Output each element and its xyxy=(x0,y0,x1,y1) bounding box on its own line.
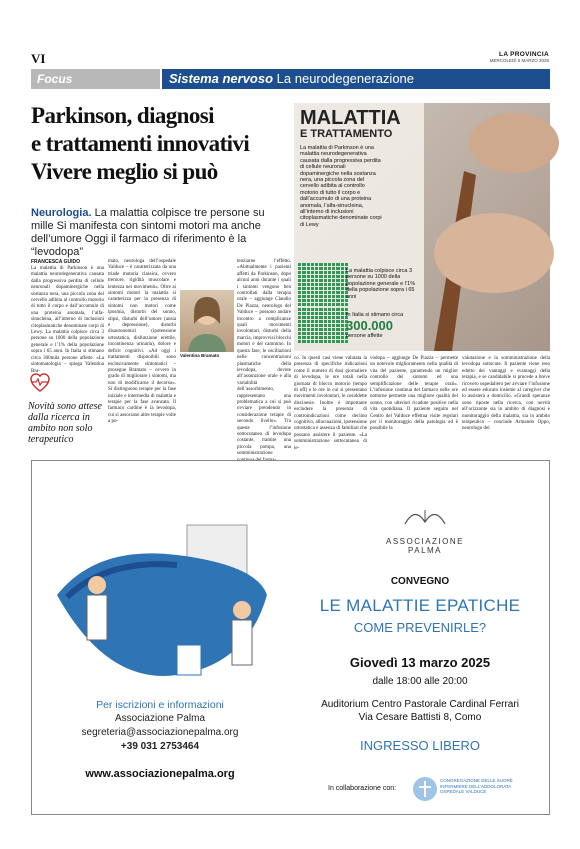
stat-big-number: 300.000 xyxy=(346,318,393,334)
population-cell xyxy=(328,308,331,311)
population-cell xyxy=(315,312,318,315)
palm-hands-icon xyxy=(395,502,455,532)
section-subtitle: La neurodegenerazione xyxy=(276,71,415,86)
population-cell xyxy=(298,271,301,274)
population-cell xyxy=(324,271,327,274)
population-cell xyxy=(336,332,339,335)
kicker: Neurologia. xyxy=(31,207,92,219)
population-cell xyxy=(307,312,310,315)
population-cell xyxy=(332,291,335,294)
population-cell xyxy=(332,299,335,302)
population-cell xyxy=(307,295,310,298)
population-cell xyxy=(324,336,327,339)
population-cell xyxy=(315,283,318,286)
website-link[interactable]: www.associazionepalma.org xyxy=(85,768,235,780)
org-name-2: PALMA xyxy=(407,546,443,555)
population-cell xyxy=(328,316,331,319)
org-name-1: ASSOCIAZIONE xyxy=(385,537,464,546)
population-cell xyxy=(328,328,331,331)
population-cell xyxy=(319,291,322,294)
population-cell xyxy=(341,275,344,278)
population-cell xyxy=(324,299,327,302)
population-cell xyxy=(315,336,318,339)
population-cell xyxy=(311,320,314,323)
population-cell xyxy=(302,295,305,298)
population-cell xyxy=(319,320,322,323)
population-cell xyxy=(319,271,322,274)
population-cell xyxy=(319,263,322,266)
contact-phone: +39 031 2753464 xyxy=(120,741,200,752)
contact-info xyxy=(40,698,280,754)
byline: FRANCESCA GUIDO xyxy=(31,259,80,265)
section-bar xyxy=(31,69,550,89)
population-cell xyxy=(332,295,335,298)
population-cell xyxy=(328,324,331,327)
event-hours: dalle 18:00 alle 20:00 xyxy=(372,676,468,687)
population-cell xyxy=(341,295,344,298)
population-cell xyxy=(319,336,322,339)
article-column-5: vodopa – aggiunge De Piazza – permette un notevole miglioramento nella qualità di vita del paziente, garantendo un miglior controllo dei sintomi ed una semplificazione delle terapie orali». L’infusione continua del farmaco nelle ore notturne permette una migliore qualità del sonno, con ulteriori ricadute positive nella vita quotidiana. Il paziente seguito nel Centro del Valduce effettua visite regolari per il monitoraggio della patologia ed è possibile la xyxy=(370,356,458,432)
population-cell xyxy=(298,295,301,298)
population-cell xyxy=(311,263,314,266)
headline-line-3: Vivere meglio si può xyxy=(31,159,218,184)
population-cell xyxy=(311,340,314,343)
population-cell xyxy=(298,267,301,270)
population-cell xyxy=(298,320,301,323)
population-cell xyxy=(319,283,322,286)
event-date: Giovedì 13 marzo 2025 xyxy=(349,655,491,670)
population-cell xyxy=(302,287,305,290)
population-cell xyxy=(341,340,344,343)
population-cell xyxy=(324,267,327,270)
population-cell xyxy=(315,295,318,298)
population-cell xyxy=(307,308,310,311)
population-cell xyxy=(319,267,322,270)
population-cell xyxy=(302,312,305,315)
population-cell xyxy=(319,308,322,311)
population-cell xyxy=(311,336,314,339)
heartbeat-icon xyxy=(28,370,52,394)
population-cell xyxy=(341,320,344,323)
population-cell xyxy=(336,279,339,282)
population-cell xyxy=(328,275,331,278)
valduce-logo-icon xyxy=(412,776,438,802)
population-cell xyxy=(332,263,335,266)
population-cell xyxy=(298,299,301,302)
population-cell xyxy=(302,263,305,266)
population-cell xyxy=(328,263,331,266)
population-cell xyxy=(302,316,305,319)
population-cell xyxy=(311,267,314,270)
infographic-description: La malattia di Parkinson è una malattia neurodegenerativa causata dalla progressiva perdita di cellule neuronali dopaminergiche nella sostanza nera, una piccola zona del cervello adibita al controllo motorio di tutto il corpo e dall’accumulo di una proteina anomala, l’alfa-sinucleina, all’interno di inclusioni citoplasmatiche denominate corpi di Lewy xyxy=(300,145,382,228)
population-cell xyxy=(302,336,305,339)
population-cell xyxy=(315,308,318,311)
population-cell xyxy=(341,303,344,306)
population-cell xyxy=(319,324,322,327)
hands-illustration xyxy=(414,103,550,351)
population-cell xyxy=(332,336,335,339)
population-cell xyxy=(298,303,301,306)
population-cell xyxy=(319,316,322,319)
population-cell xyxy=(336,336,339,339)
population-cell xyxy=(324,275,327,278)
population-cell xyxy=(307,275,310,278)
population-cell xyxy=(307,271,310,274)
population-cell xyxy=(307,283,310,286)
population-cell xyxy=(302,291,305,294)
population-cell xyxy=(336,275,339,278)
population-cell xyxy=(298,336,301,339)
population-cell xyxy=(302,299,305,302)
population-cell xyxy=(328,287,331,290)
population-cell xyxy=(298,291,301,294)
population-cell xyxy=(311,312,314,315)
stat-italy: In Italia si stimano circa 300.000 persone affette xyxy=(346,312,416,340)
pull-quote xyxy=(28,370,108,445)
population-cell xyxy=(302,308,305,311)
population-cell xyxy=(315,279,318,282)
population-cell xyxy=(332,303,335,306)
population-cell xyxy=(336,271,339,274)
population-cell xyxy=(307,299,310,302)
population-cell xyxy=(336,291,339,294)
article-column-3 xyxy=(180,358,291,454)
population-cell xyxy=(341,328,344,331)
population-cell xyxy=(324,316,327,319)
population-cell xyxy=(328,291,331,294)
population-cell xyxy=(341,267,344,270)
liver-illustration xyxy=(37,515,282,690)
population-cell xyxy=(302,320,305,323)
population-cell xyxy=(319,332,322,335)
population-cell xyxy=(328,279,331,282)
page-number: VI xyxy=(31,51,46,66)
population-cell xyxy=(324,283,327,286)
population-cell xyxy=(302,328,305,331)
headline-line-1: Parkinson, diagnosi xyxy=(31,103,214,128)
population-cell xyxy=(332,316,335,319)
population-cell xyxy=(315,332,318,335)
article-column-3a: tenziarne l’effetto. «Abitualmente i pazienti affetti da Parkinson, dopo alcuni anni durante i quali i sintomi vengono ben controllati dalla terapia orale – aggiunge Claudio De Piazza, neurologo del Valduce – possono andare incontro a complicanze quali movimenti involontari, disturbi della marcia, improvvisi blocchi motori e del cammino. In questa fase, le oscillazioni nelle concentrazioni plasmatiche della levodopa, dovute all’assunzione orale e alla variabilità dell’assorbimento, rappresentano una problematica a cui si può ovviare prendendo in considerazione terapie di secondo livello». Tra queste l’infusione sottocutanea di levodopa costante, tramite una piccola pompa, una somministrazione xyxy=(237,259,291,457)
population-cell xyxy=(341,291,344,294)
population-cell xyxy=(302,267,305,270)
population-cell xyxy=(332,308,335,311)
population-cell xyxy=(345,263,348,266)
population-cell xyxy=(336,283,339,286)
population-cell xyxy=(332,271,335,274)
population-cell xyxy=(298,324,301,327)
population-cell xyxy=(298,283,301,286)
population-cell xyxy=(332,332,335,335)
population-cell xyxy=(302,324,305,327)
population-cell xyxy=(311,283,314,286)
population-cell xyxy=(324,340,327,343)
population-cell xyxy=(302,332,305,335)
population-cell xyxy=(336,320,339,323)
association-logo xyxy=(385,502,465,555)
population-cell xyxy=(307,336,310,339)
population-cell xyxy=(302,271,305,274)
population-cell xyxy=(324,332,327,335)
population-cell xyxy=(319,295,322,298)
population-cell xyxy=(307,332,310,335)
population-cell xyxy=(332,267,335,270)
population-cell xyxy=(298,312,301,315)
population-grid xyxy=(298,263,348,343)
population-cell xyxy=(319,275,322,278)
population-cell xyxy=(341,287,344,290)
photo-caption: Valentina Bramato xyxy=(180,353,220,358)
population-cell xyxy=(311,308,314,311)
population-cell xyxy=(315,299,318,302)
event-type: CONVEGNO xyxy=(390,576,450,587)
stat-prevalence: La malattia colpisce circa 3 persone su 1000 della popolazione generale e l’1% della popolazione sopra i 65 anni xyxy=(346,268,416,300)
population-cell xyxy=(324,320,327,323)
population-cell xyxy=(341,308,344,311)
population-cell xyxy=(324,295,327,298)
population-cell xyxy=(315,328,318,331)
infographic-title: MALATTIA xyxy=(300,107,401,129)
population-cell xyxy=(319,279,322,282)
population-cell xyxy=(328,267,331,270)
partner-name: CONGREGAZIONE DELLE SUORE INFERMIERE DELL’ADDOLORATA OSPEDALE VALDUCE xyxy=(440,778,513,794)
population-cell xyxy=(315,320,318,323)
population-cell xyxy=(298,287,301,290)
population-cell xyxy=(328,332,331,335)
population-cell xyxy=(336,312,339,315)
population-cell xyxy=(332,320,335,323)
population-cell xyxy=(328,303,331,306)
population-cell xyxy=(341,279,344,282)
population-cell xyxy=(341,332,344,335)
population-cell xyxy=(307,320,310,323)
population-cell xyxy=(307,291,310,294)
population-cell xyxy=(302,303,305,306)
population-cell xyxy=(332,275,335,278)
population-cell xyxy=(328,283,331,286)
population-cell xyxy=(332,340,335,343)
population-cell xyxy=(311,332,314,335)
section-name: Sistema nervoso xyxy=(169,71,274,86)
population-cell xyxy=(328,271,331,274)
population-cell xyxy=(315,287,318,290)
population-cell xyxy=(298,275,301,278)
population-cell xyxy=(324,279,327,282)
article-column-6: valutazione e la somministrazione della levodopa sottocute. Il paziente viene reso edotto dei vantaggi e svantaggi della terapia, e se candidabile si procede a breve ricovero ospedaliero per avviare l’infusione ed essere educato insieme al caregiver che lo assisterà a domicilio. «Grandi speranze sono riposte nella ricerca, con novità all’orizzonte sia in ambito di diagnosi e monitoraggio della malattia, sia in ambito terapeutico – conclude Armando Oppo, neurologo del xyxy=(462,356,550,432)
population-cell xyxy=(319,303,322,306)
population-cell xyxy=(302,279,305,282)
population-cell xyxy=(324,328,327,331)
population-cell xyxy=(311,316,314,319)
population-cell xyxy=(307,340,310,343)
population-cell xyxy=(328,299,331,302)
paper-name: LA PROVINCIA xyxy=(499,51,549,58)
population-cell xyxy=(307,316,310,319)
population-cell xyxy=(307,267,310,270)
population-cell xyxy=(332,287,335,290)
population-cell xyxy=(345,308,348,311)
population-cell xyxy=(319,328,322,331)
contact-heading: Per iscrizioni e informazioni xyxy=(96,699,224,711)
population-cell xyxy=(311,291,314,294)
article-column-4: co. In questi casi viene valutata la presenza di specifiche indicazioni come il numero di dosi giornaliere di levodopa, le ore totali nella giornata di blocco motorio (tempo di off) e le ore in cui si presentano movimenti involontari, le cosiddette discinesie. Inoltre è importante escludere la presenza di controindicazioni come declino cognitivo, allucinazioni, ipotensione ortostatica e assenza di familiari che possano assistere il paziente. «La somministrazione sottocutanea di le- xyxy=(294,356,367,451)
population-cell xyxy=(336,295,339,298)
population-cell xyxy=(298,263,301,266)
population-cell xyxy=(324,303,327,306)
population-cell xyxy=(341,299,344,302)
population-cell xyxy=(341,324,344,327)
population-cell xyxy=(307,328,310,331)
author-photo xyxy=(180,290,234,352)
population-cell xyxy=(319,312,322,315)
population-cell xyxy=(332,328,335,331)
event-question: COME PREVENIRLE? xyxy=(353,620,487,635)
population-cell xyxy=(311,324,314,327)
article-column-2: mato, neurologa dell’ospedale Valduce – è caratterizzata da una triade motoria classica, ovvero tremore, rigidità muscolare e lentezza nei movimenti». Oltre ai sintomi motori la malattia si caratterizza per la presenza di sintomi non motori come iposmia, disturbi del sonno, stipsi, disturbi dell’umore (ansia e depressione), disturbi disautonomici (ipotensione ortostatica, disfunzione erettile, incontinenza urinaria), dolore e deficit cognitivi. «Ad oggi i trattamenti disponibili sono esclusivamente sintomatici – prosegue Bramato – ovvero in grado di migliorare i sintomi, ma non di modificarne il decorso». Si distinguono terapie per la fase iniziale e intermedia di malattia e terapie per la fase avanzata. Il farmaco cardine è la levodopa, cui si associano altre terapie volte a po- xyxy=(108,259,176,425)
collaboration-label: In collaborazione con: xyxy=(328,785,397,792)
population-cell xyxy=(307,263,310,266)
population-cell xyxy=(298,316,301,319)
population-cell xyxy=(336,303,339,306)
population-cell xyxy=(319,299,322,302)
population-cell xyxy=(311,328,314,331)
population-cell xyxy=(307,324,310,327)
infographic xyxy=(294,103,550,351)
population-cell xyxy=(315,271,318,274)
subhead xyxy=(31,207,289,259)
population-cell xyxy=(315,303,318,306)
population-cell xyxy=(336,267,339,270)
population-cell xyxy=(324,312,327,315)
population-cell xyxy=(315,275,318,278)
population-cell xyxy=(336,316,339,319)
event-location: Auditorium Centro Pastorale Cardinal Ferrari Via Cesare Battisti 8, Como xyxy=(321,699,519,723)
population-cell xyxy=(324,324,327,327)
issue-date: MERCOLEDÌ 5 MARZO 2025 xyxy=(489,58,549,63)
population-cell xyxy=(332,279,335,282)
subhead-text: La malattia colpisce tre persone su mille Si manifesta con sintomi motori ma anche dell’umore Oggi il farmaco di riferimento è la “levodopa” xyxy=(31,207,265,258)
masthead xyxy=(490,51,549,63)
population-cell xyxy=(341,312,344,315)
event-title: LE MALATTIE EPATICHE xyxy=(319,596,521,615)
contact-org: Associazione Palma xyxy=(114,713,206,724)
population-cell xyxy=(302,340,305,343)
population-cell xyxy=(315,267,318,270)
population-cell xyxy=(298,279,301,282)
population-cell xyxy=(298,340,301,343)
population-cell xyxy=(298,328,301,331)
population-cell xyxy=(311,287,314,290)
population-cell xyxy=(345,340,348,343)
population-cell xyxy=(336,340,339,343)
population-cell xyxy=(328,312,331,315)
population-cell xyxy=(307,279,310,282)
focus-label: Focus xyxy=(31,69,160,89)
population-cell xyxy=(324,308,327,311)
population-cell xyxy=(336,287,339,290)
population-cell xyxy=(328,320,331,323)
population-cell xyxy=(345,303,348,306)
population-cell xyxy=(298,332,301,335)
population-cell xyxy=(332,312,335,315)
population-cell xyxy=(341,316,344,319)
quote-text: Novità sono attese dalla ricerca in ambito non solo terapeutico xyxy=(28,401,102,445)
population-cell xyxy=(336,299,339,302)
population-cell xyxy=(298,308,301,311)
population-cell xyxy=(332,324,335,327)
population-cell xyxy=(315,340,318,343)
population-cell xyxy=(328,295,331,298)
population-cell xyxy=(336,328,339,331)
population-cell xyxy=(311,279,314,282)
population-cell xyxy=(341,263,344,266)
population-cell xyxy=(307,303,310,306)
population-cell xyxy=(311,275,314,278)
population-cell xyxy=(324,291,327,294)
free-entry: INGRESSO LIBERO xyxy=(360,738,480,753)
headline-line-2: e trattamenti innovativi xyxy=(31,131,250,156)
population-cell xyxy=(336,324,339,327)
population-cell xyxy=(332,283,335,286)
population-cell xyxy=(315,316,318,319)
population-cell xyxy=(315,291,318,294)
population-cell xyxy=(324,263,327,266)
population-cell xyxy=(341,283,344,286)
population-cell xyxy=(311,271,314,274)
population-cell xyxy=(341,336,344,339)
population-cell xyxy=(315,263,318,266)
population-cell xyxy=(328,336,331,339)
headline xyxy=(31,102,289,186)
population-cell xyxy=(319,287,322,290)
section-title xyxy=(162,69,550,89)
population-cell xyxy=(311,295,314,298)
population-cell xyxy=(311,303,314,306)
population-cell xyxy=(336,308,339,311)
population-cell xyxy=(328,340,331,343)
population-cell xyxy=(324,287,327,290)
article-column-1: La malattia di Parkinson è una malattia neurodegenerativa causata dalla progressiva perdita di cellule neuronali dopaminergiche nella sostanza nera, una piccola zona del cervello adibita al controllo motorio di tutto il corpo e dall’accumulo di una proteina anomala, l’alfa-sinucleina, all’interno di inclusioni citoplasmatiche denominate corpi di Lewy. La malattia colpisce circa 3 persone su 1000 della popolazione generale e l’1% della popolazione sopra i 65 anni. In Italia si stimano circa 300mila persone affette. «La sintomatologia – spiega Valentina Bra- xyxy=(31,266,104,374)
population-cell xyxy=(315,324,318,327)
population-cell xyxy=(302,283,305,286)
population-cell xyxy=(341,271,344,274)
population-cell xyxy=(307,287,310,290)
infographic-subtitle: E TRATTAMENTO xyxy=(300,128,393,140)
population-cell xyxy=(311,299,314,302)
population-cell xyxy=(302,275,305,278)
population-cell xyxy=(319,340,322,343)
population-cell xyxy=(336,263,339,266)
contact-email: segreteria@associazionepalma.org xyxy=(81,727,239,738)
